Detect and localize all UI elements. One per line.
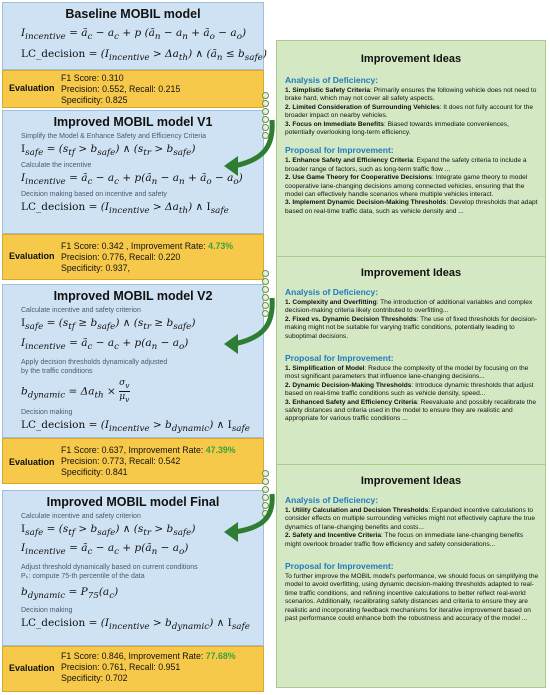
proposal-heading: Proposal for Improvement: [285, 561, 394, 572]
evaluation-label: Evaluation [9, 663, 55, 673]
specificity: Specificity: 0.825 [61, 95, 128, 105]
proposal-heading: Proposal for Improvement: [285, 145, 394, 156]
step-label: Adjust threshold dynamically based on current conditions [21, 564, 198, 572]
proposal-item: 3. Implement Dynamic Decision-Making Thresholds: Develop thresholds that adapt based on real-time traffic data, such as vehicle density and ... [285, 199, 538, 215]
analysis-item: 3. Focus on Immediate Benefits: Biased towards immediate conveniences, potentially overlooking long-term efficiency. [285, 120, 509, 137]
analysis-heading: Analysis of Deficiency: [285, 287, 379, 297]
proposal-item: 2. Use Game Theory for Cooperative Decisions: Integrate game theory to model cooperative lane-changing decisions among connected vehicles, ensuring that the model can effectively handle scenarios where multiple vehicles interact. [285, 174, 528, 199]
analysis-item: 2. Limited Consideration of Surrounding Vehicles: It does not fully account for the broader impact on nearby vehicles. [285, 103, 534, 120]
step-label: Calculate the incentive [21, 162, 92, 170]
step-label: by the traffic conditions [21, 368, 93, 376]
panel-title: Baseline MOBIL model [65, 7, 201, 21]
dynamic-threshold-equation: $b_{dynamic} = \Delta a_{th}$ × $\frac{\sigma_v}{\mu_v}$ [21, 378, 130, 404]
v1-evaluation [2, 234, 264, 280]
arrow-to-v1 [222, 118, 282, 178]
precision-recall: Precision: 0.552, Recall: 0.215 [61, 84, 181, 94]
arrow-to-v2 [222, 296, 282, 356]
analysis-item: 1. Complexity and Overfitting: The introduction of additional variables and complex decision-making criteria likely contributed to overfitting... [285, 299, 533, 315]
precision-recall: Precision: 0.773, Recall: 0.542 [61, 456, 181, 466]
proposal-paragraph: To further improve the MOBIL model's performance, we should focus on simplifying the model to avoid overfitting, using dynamic decision-making thresholds adapted to real-time traffic conditions, and refining incentive calculations to better reflect real-world scenarios. Additionally, recalibrating safety distances and criteria to ensure they are realistic and incorporating feedback mechanisms for iterative improvement based on past performance could enhance both the robustness and accuracy of the model ... [285, 573, 539, 623]
evaluation-label: Evaluation [9, 251, 55, 261]
lc-decision-equation: LC_decision = $(I_{incentive} > b_{dynamic})$ ∧ $I_{safe}$ [21, 617, 250, 633]
specificity: Specificity: 0.841 [61, 467, 128, 477]
step-label: Calculate incentive and safety criterion [21, 513, 141, 520]
dynamic-threshold-equation: $b_{dynamic} = P_{75}(a_c)$ [21, 586, 119, 602]
improvement-rate: 4.73% [208, 241, 234, 251]
baseline-model-panel [2, 2, 267, 70]
f1-score: F1 Score: 0.310 [61, 73, 124, 83]
ideas-title: Improvement Ideas [360, 53, 462, 65]
evaluation-values [61, 651, 236, 684]
step-label: Apply decision thresholds dynamically adjusted [21, 359, 168, 367]
analysis-item: 2. Fixed vs. Dynamic Decision Thresholds: The use of fixed thresholds for decision-making might not be suitable for varying traffic conditions, potentially leading to suboptimal decisions. [285, 315, 538, 340]
specificity: Specificity: 0.937, [61, 263, 130, 273]
evaluation-label: Evaluation [9, 83, 55, 93]
step-label: Simplify the Model & Enhance Safety and Efficiency Criteria [21, 133, 207, 140]
lc-decision-equation: LC_decision = $(I_{incentive} > \Delta a_{th})$ ∧ $(ã_n \le b_{safe})$ [21, 48, 267, 64]
analysis-heading: Analysis of Deficiency: [285, 75, 379, 85]
proposal-item: 3. Enhanced Safety and Efficiency Criteria: Reevaluate and possibly recalibrate the safety distances and criteria used in the model to ensure they are realistic and appropriate for various traffic conditions ... [285, 398, 537, 423]
evaluation-values [61, 445, 236, 478]
incentive-equation: $I_{incentive}$ = $ã_c - a_c + p$ ($ã_n - a_n$ + $ã_o - a_o$) [21, 27, 247, 43]
analysis-item: 2. Safety and Incentive Criteria: The focus on immediate lane-changing benefits might overlook broader traffic flow efficiency and safety considerations... [285, 532, 524, 548]
evaluation-values [61, 73, 180, 106]
arrow-to-final [222, 494, 282, 544]
improvement-ideas-box-1 [276, 40, 546, 268]
improvement-rate: 47.39% [205, 445, 236, 455]
precision-recall: Precision: 0.776, Recall: 0.220 [61, 252, 181, 262]
improvement-rate: 77.68% [205, 651, 236, 661]
improvement-ideas-box-2 [276, 256, 546, 476]
lc-decision-equation: LC_decision = $(I_{incentive} > b_{dynamic})$ ∧ $I_{safe}$ [21, 418, 250, 434]
specificity: Specificity: 0.702 [61, 673, 128, 683]
improvement-ideas-box-3 [276, 464, 546, 688]
f1-score: F1 Score: 0.637, Improvement Rate: 47.39% [61, 445, 236, 455]
evaluation-values [61, 241, 233, 274]
analysis-heading: Analysis of Deficiency: [285, 495, 379, 505]
ideas-title: Improvement Ideas [360, 475, 462, 487]
panel-title: Improved MOBIL model V2 [53, 289, 213, 303]
lc-decision-equation: LC_decision = $(I_{incentive} > \Delta a_{th})$ ∧ $I_{safe}$ [21, 201, 229, 217]
v2-evaluation [2, 438, 264, 484]
safety-equation: $I_{safe} = (s_{tf} > b_{safe})$ ∧ $(s_{tr} > b_{safe})$ [21, 523, 196, 539]
ideas-title: Improvement Ideas [360, 267, 462, 279]
step-label: Decision making [21, 607, 73, 615]
baseline-evaluation [2, 70, 264, 108]
incentive-equation: $I_{incentive}$ = $ã_c - a_c$ + $p(ã_n - a_n$ + $ã_o - a_o$) [21, 172, 243, 188]
step-label: Decision making [21, 408, 73, 416]
final-evaluation [2, 646, 264, 692]
f1-score: F1 Score: 0.342 , Improvement Rate: 4.73% [61, 241, 234, 251]
evaluation-label: Evaluation [9, 457, 55, 467]
analysis-item: 1. Simplistic Safety Criteria: Primarily ensures the following vehicle does not need to brake hard, which may not cover all safety aspects. [285, 87, 537, 103]
proposal-item: 2. Dynamic Decision-Making Thresholds: Introduce dynamic thresholds that adjust based on real-time traffic conditions such as vehicle density, speed... [285, 381, 534, 398]
safety-equation: $I_{safe} = (s_{tf} > b_{safe})$ ∧ $(s_{tr} > b_{safe})$ [21, 143, 196, 159]
safety-equation: $I_{safe} = (s_{tf} \ge b_{safe})$ ∧ $(s_{tr} \ge b_{safe})$ [21, 317, 196, 333]
panel-title: Improved MOBIL model Final [46, 495, 220, 509]
incentive-equation: $I_{incentive}$ = $ã_c - a_c$ + $p(ã_n - a_o)$ [21, 542, 189, 558]
step-label: Calculate incentive and safety criterion [21, 307, 141, 314]
proposal-item: 1. Simplification of Model: Reduce the complexity of the model by focusing on the most significant parameters that influence lane-changing decisions... [285, 365, 529, 381]
proposal-heading: Proposal for Improvement: [285, 353, 394, 364]
incentive-equation: $I_{incentive}$ = $ã_c - a_c + p(a_n - a_o)$ [21, 337, 189, 353]
step-label: Decision making based on incentive and safety [21, 191, 167, 199]
panel-title: Improved MOBIL model V1 [53, 115, 213, 129]
f1-score: F1 Score: 0.846, Improvement Rate: 77.68% [61, 651, 236, 661]
proposal-item: 1. Enhance Safety and Efficiency Criteria: Expand the safety criteria to include a broader range of factors, such as long-term traffic flow ... [285, 157, 527, 173]
step-label: Pₖ: compute 75-th percentile of the data [21, 573, 145, 581]
precision-recall: Precision: 0.761, Recall: 0.951 [61, 662, 181, 672]
analysis-item: 1. Utility Calculation and Decision Thresholds: Expanded incentive calculations to consider effects on multiple surrounding vehicles might not effectively capture the true dynamics of lane-changing benefits and costs... [285, 507, 536, 531]
